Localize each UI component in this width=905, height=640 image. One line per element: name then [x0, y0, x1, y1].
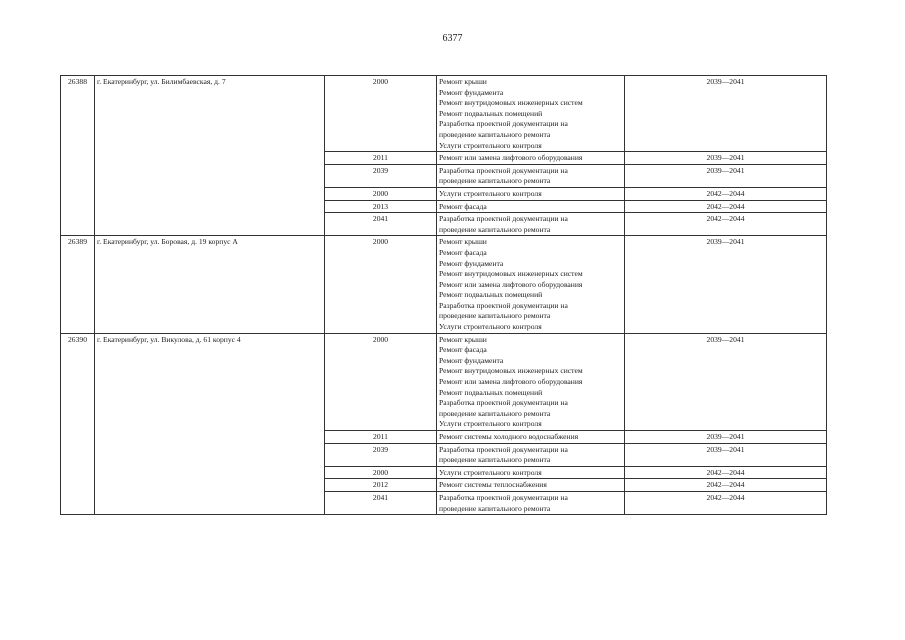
planned-period: 2042—2044 — [625, 200, 827, 213]
work-types — [437, 76, 625, 152]
planned-period: 2039—2041 — [625, 443, 827, 466]
work-item: Разработка проектной документации на — [439, 214, 568, 224]
build-year: 2000 — [325, 76, 437, 152]
work-item: Разработка проектной документации на — [439, 492, 568, 502]
work-types — [437, 187, 625, 200]
table-body — [61, 76, 827, 515]
work-item: Ремонт фундамента — [439, 355, 504, 365]
build-year: 2000 — [325, 236, 437, 333]
planned-period: 2042—2044 — [625, 491, 827, 514]
planned-period: 2042—2044 — [625, 213, 827, 236]
table-row — [61, 333, 827, 430]
work-item: проведение капитального ремонта — [439, 311, 551, 321]
work-item: Услуги строительного контроля — [439, 140, 542, 150]
work-item: Ремонт фасада — [439, 345, 487, 355]
work-item: проведение капитального ремонта — [439, 176, 551, 186]
building-id: 26389 — [61, 236, 95, 333]
work-item: Услуги строительного контроля — [439, 188, 542, 198]
work-item: Ремонт или замена лифтового оборудования — [439, 279, 583, 289]
work-item: Ремонт фасада — [439, 201, 487, 211]
build-year: 2011 — [325, 431, 437, 444]
work-item: Ремонт или замена лифтового оборудования — [439, 377, 583, 387]
work-item: Разработка проектной документации на — [439, 119, 568, 129]
work-item: Ремонт фундамента — [439, 258, 504, 268]
table-row — [61, 236, 827, 333]
page-number: 6377 — [442, 33, 463, 44]
work-item: Услуги строительного контроля — [439, 467, 542, 477]
work-item: Ремонт крыши — [439, 237, 487, 247]
work-item: Ремонт крыши — [439, 334, 487, 344]
work-item: Разработка проектной документации на — [439, 398, 568, 408]
work-item: проведение капитального ремонта — [439, 503, 551, 513]
work-item: проведение капитального ремонта — [439, 224, 551, 234]
planned-period: 2039—2041 — [625, 333, 827, 430]
build-year: 2000 — [325, 333, 437, 430]
build-year: 2039 — [325, 443, 437, 466]
planned-period: 2042—2044 — [625, 479, 827, 492]
work-item: Ремонт внутридомовых инженерных систем — [439, 98, 583, 108]
work-item: проведение капитального ремонта — [439, 408, 551, 418]
planned-period: 2039—2041 — [625, 236, 827, 333]
work-item: Услуги строительного контроля — [439, 322, 542, 332]
work-item: Ремонт крыши — [439, 77, 487, 86]
work-item: Ремонт внутридомовых инженерных систем — [439, 269, 583, 279]
work-types — [437, 333, 625, 430]
build-year: 2039 — [325, 164, 437, 187]
work-item: Ремонт подвальных помещений — [439, 108, 543, 118]
build-year: 2011 — [325, 152, 437, 165]
work-types — [437, 491, 625, 514]
work-item: Разработка проектной документации на — [439, 300, 568, 310]
work-types — [437, 466, 625, 479]
work-types — [437, 200, 625, 213]
work-item: Ремонт системы теплоснабжения — [439, 480, 547, 490]
building-address: г. Екатеринбург, ул. Билимбаевская, д. 7 — [95, 76, 325, 236]
work-item: Ремонт системы холодного водоснабжения — [439, 432, 579, 441]
work-types — [437, 443, 625, 466]
building-id: 26390 — [61, 333, 95, 515]
build-year: 2000 — [325, 187, 437, 200]
planned-period: 2042—2044 — [625, 187, 827, 200]
build-year: 2012 — [325, 479, 437, 492]
work-item: Ремонт или замена лифтового оборудования — [439, 153, 583, 163]
work-item: проведение капитального ремонта — [439, 129, 551, 139]
work-item: Разработка проектной документации на — [439, 444, 568, 454]
work-item: Ремонт подвальных помещений — [439, 387, 543, 397]
work-types — [437, 164, 625, 187]
planned-period: 2042—2044 — [625, 466, 827, 479]
work-types — [437, 236, 625, 333]
work-types — [437, 479, 625, 492]
work-types — [437, 431, 625, 444]
table-row — [61, 76, 827, 152]
build-year: 2013 — [325, 200, 437, 213]
work-item: Услуги строительного контроля — [439, 419, 542, 429]
build-year: 2041 — [325, 213, 437, 236]
work-types — [437, 152, 625, 165]
work-item: Ремонт фундамента — [439, 87, 504, 97]
work-item: Разработка проектной документации на — [439, 165, 568, 175]
work-types — [437, 213, 625, 236]
building-id: 26388 — [61, 76, 95, 236]
work-item: Ремонт внутридомовых инженерных систем — [439, 366, 583, 376]
building-address: г. Екатеринбург, ул. Викулова, д. 61 корпус 4 — [95, 333, 325, 515]
planned-period: 2039—2041 — [625, 164, 827, 187]
planned-period: 2039—2041 — [625, 152, 827, 165]
planned-period: 2039—2041 — [625, 76, 827, 152]
planned-period: 2039—2041 — [625, 431, 827, 444]
work-item: проведение капитального ремонта — [439, 455, 551, 465]
building-address: г. Екатеринбург, ул. Боровая, д. 19 корпус А — [95, 236, 325, 333]
build-year: 2000 — [325, 466, 437, 479]
work-item: Ремонт фасада — [439, 247, 487, 257]
work-item: Ремонт подвальных помещений — [439, 290, 543, 300]
build-year: 2041 — [325, 491, 437, 514]
repair-schedule-table — [60, 75, 827, 515]
